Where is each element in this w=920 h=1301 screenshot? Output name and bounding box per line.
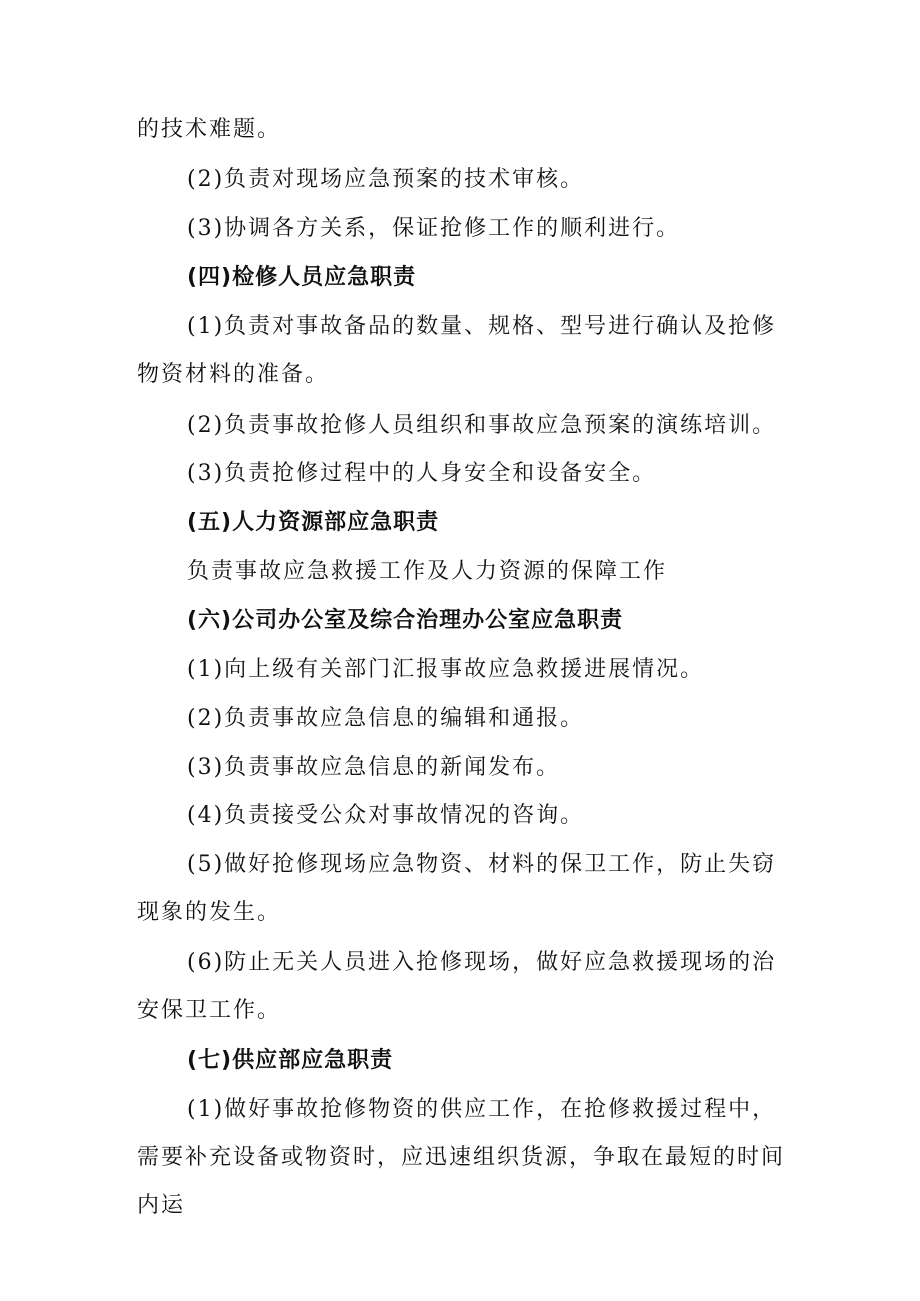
paragraph-item-5: (5)做好抢修现场应急物资、材料的保卫工作，防止失窃现象的发生。 (137, 852, 777, 925)
section-heading-7: (七)供应部应急职责 (187, 1048, 394, 1073)
section-heading-6: (六)公司办公室及综合治理办公室应急职责 (187, 608, 624, 633)
paragraph-item-2: (2)负责事故抢修人员组织和事故应急预案的演练培训。 (187, 413, 777, 438)
paragraph-item-4: (4)负责接受公众对事故情况的咨询。 (187, 803, 585, 828)
paragraph-item-3: (3)协调各方关系，保证抢修工作的顺利进行。 (187, 216, 681, 241)
paragraph-item-1: (1)负责对事故备品的数量、规格、型号进行确认及抢修物资材料的准备。 (137, 314, 777, 387)
paragraph-item-6: (6)防止无关人员进入抢修现场，做好应急救援现场的治安保卫工作。 (137, 950, 777, 1023)
paragraph-item-3: (3)负责事故应急信息的新闻发布。 (187, 755, 561, 780)
paragraph-item-2: (2)负责对现场应急预案的技术审核。 (187, 167, 585, 192)
paragraph-item-2: (2)负责事故应急信息的编辑和通报。 (187, 706, 585, 731)
paragraph-item-3: (3)负责抢修过程中的人身安全和设备安全。 (187, 461, 657, 486)
paragraph-item-1: (1)向上级有关部门汇报事故应急救援进展情况。 (187, 657, 705, 682)
paragraph-text: 负责事故应急救援工作及人力资源的保障工作 (187, 559, 668, 584)
section-heading-4: (四)检修人员应急职责 (187, 265, 417, 290)
paragraph-item-1: (1)做好事故抢修物资的供应工作，在抢修救援过程中，需要补充设备或物资时，应迅速组织货源，争取在最短的时间内运 (137, 1097, 786, 1218)
section-heading-5: (五)人力资源部应急职责 (187, 510, 440, 535)
paragraph-continuation: 的技术难题。 (137, 117, 282, 142)
